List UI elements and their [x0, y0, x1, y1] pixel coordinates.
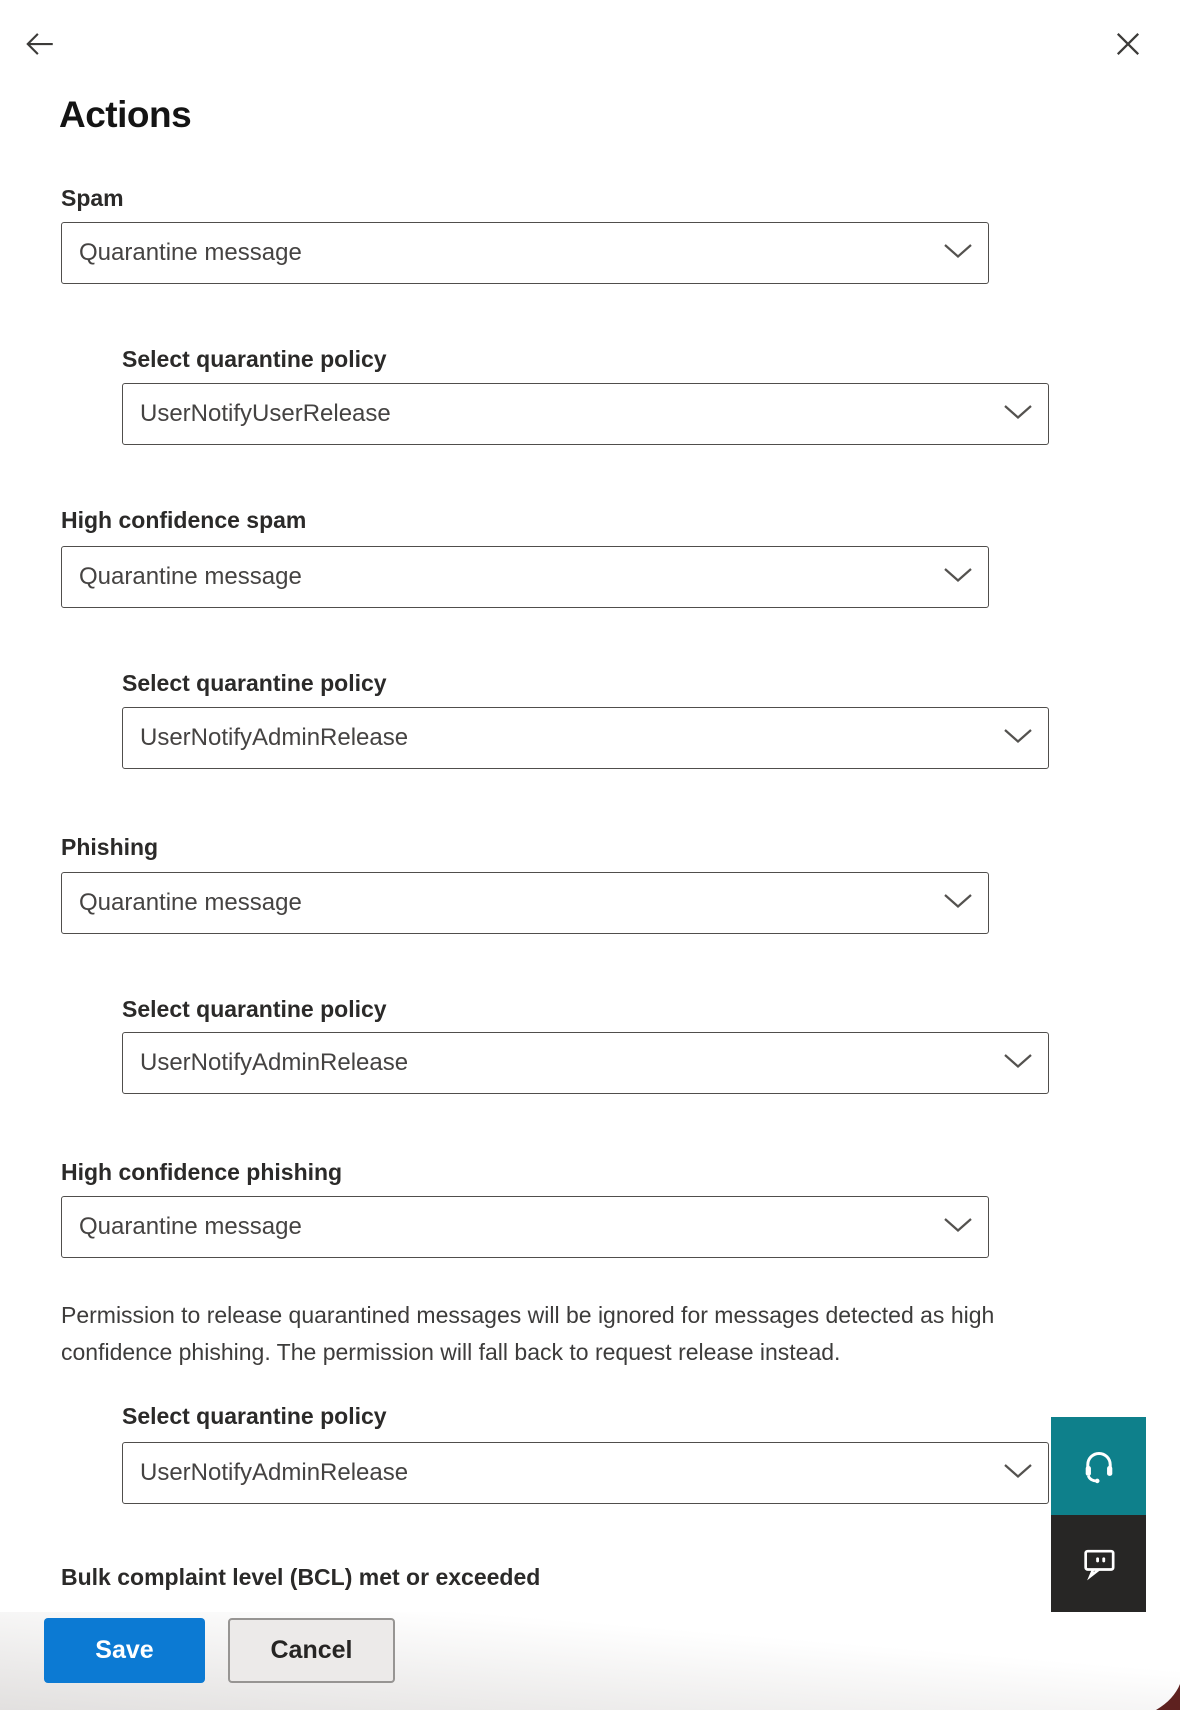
high-confidence-phishing-policy-value: UserNotifyAdminRelease	[140, 1459, 409, 1486]
high-confidence-phishing-section-label: High confidence phishing	[61, 1159, 343, 1185]
high-confidence-spam-action-value: Quarantine message	[79, 563, 302, 590]
bulk-complaint-level-section-label-clipped: Bulk complaint level (BCL) met or exceeded	[61, 1564, 541, 1590]
high-confidence-spam-action-select[interactable]	[61, 546, 989, 608]
chat-bubble-icon	[1079, 1542, 1119, 1585]
corner-red-shape	[1154, 1684, 1180, 1710]
close-icon	[1114, 30, 1142, 58]
high-confidence-phishing-action-value: Quarantine message	[79, 1213, 302, 1240]
chevron-down-icon	[1003, 1052, 1033, 1074]
headset-icon	[1078, 1444, 1120, 1489]
high-confidence-phishing-action-select[interactable]	[61, 1196, 989, 1258]
high-confidence-spam-policy-select[interactable]	[122, 707, 1049, 769]
high-confidence-phishing-policy-label: Select quarantine policy	[122, 1403, 387, 1429]
phishing-section-label: Phishing	[61, 834, 159, 860]
feedback-widget-button[interactable]	[1051, 1515, 1146, 1612]
phishing-policy-select[interactable]	[122, 1032, 1049, 1094]
help-widget-button[interactable]	[1051, 1417, 1146, 1515]
high-confidence-phishing-note: Permission to release quarantined messages will be ignored for messages detected as high confidence phishing. The permission will fall back to request release instead.	[61, 1302, 995, 1365]
chevron-down-icon	[1003, 1462, 1033, 1484]
page-title: Actions	[59, 94, 192, 135]
high-confidence-phishing-policy-select[interactable]	[122, 1442, 1049, 1504]
phishing-action-select[interactable]	[61, 872, 989, 934]
high-confidence-spam-policy-value: UserNotifyAdminRelease	[140, 724, 409, 751]
spam-action-value: Quarantine message	[79, 239, 302, 266]
phishing-policy-label: Select quarantine policy	[122, 996, 387, 1022]
chevron-down-icon	[1003, 403, 1033, 425]
save-button[interactable]: Save	[44, 1618, 205, 1683]
back-arrow-icon	[23, 27, 57, 61]
spam-policy-label: Select quarantine policy	[122, 346, 387, 372]
back-button[interactable]	[20, 24, 60, 64]
phishing-action-value: Quarantine message	[79, 889, 302, 916]
spam-action-select[interactable]	[61, 222, 989, 284]
close-button[interactable]	[1108, 24, 1148, 64]
high-confidence-spam-policy-label: Select quarantine policy	[122, 670, 387, 696]
chevron-down-icon	[943, 566, 973, 588]
chevron-down-icon	[943, 892, 973, 914]
chevron-down-icon	[943, 1216, 973, 1238]
spam-section-label: Spam	[61, 185, 124, 211]
phishing-policy-value: UserNotifyAdminRelease	[140, 1049, 409, 1076]
high-confidence-spam-section-label: High confidence spam	[61, 507, 307, 533]
spam-policy-value: UserNotifyUserRelease	[140, 400, 391, 427]
cancel-button[interactable]: Cancel	[228, 1618, 395, 1683]
chevron-down-icon	[1003, 727, 1033, 749]
chevron-down-icon	[943, 242, 973, 264]
spam-policy-select[interactable]	[122, 383, 1049, 445]
